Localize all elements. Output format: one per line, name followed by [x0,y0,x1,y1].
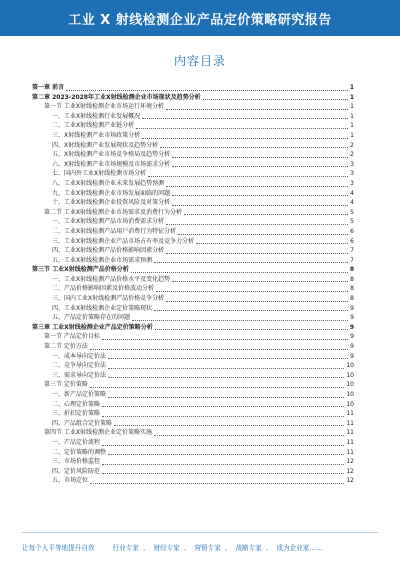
toc-entry[interactable] [32,265,354,275]
toc-entry-title: 四、工业X射线检测企业定价策略现状 [52,304,153,312]
toc-dot-leader [166,301,348,302]
toc-entry[interactable] [32,352,354,362]
toc-dot-leader [108,377,344,378]
toc-dot-leader [102,445,344,446]
toc-entry-title: 五、X射线检测产业市场竞争格局及趋势分析 [52,151,171,159]
toc-dot-leader [172,205,348,206]
toc-entry-title: 七、国内外工业X射线检测市场分析 [52,170,147,178]
toc-entry-page: 3 [350,170,354,178]
toc-entry-page: 1 [349,93,354,101]
toc-entry-page: 11 [346,448,354,456]
toc-dot-leader [142,118,348,119]
toc-entry-title: 十、工业X射线检测企业投资风险及对策分析 [52,199,171,207]
toc-entry[interactable] [32,390,354,400]
toc-entry[interactable] [32,237,354,247]
toc-entry-title: 九、工业X射线检测企业市场发展面临的问题 [52,189,171,197]
toc-dot-leader [102,339,348,340]
footer-separator: 、 [265,544,273,552]
toc-entry-page: 1 [350,131,354,139]
toc-entry-page: 11 [346,410,354,418]
toc-entry[interactable] [32,217,354,227]
toc-entry-title: 一、工业X射线检测行业发展概况 [52,112,141,120]
toc-entry-page: 7 [350,247,354,255]
toc-entry[interactable] [32,150,354,160]
toc-dot-leader [172,166,348,167]
toc-entry[interactable] [32,438,354,448]
toc-entry-page: 9 [350,343,354,351]
toc-entry-title: 五、市场定位 [52,477,89,485]
toc-entry[interactable] [32,93,354,103]
footer-item: 战略专家 [235,544,262,552]
toc-entry-title: 三、需求导向定价法 [52,371,107,379]
toc-dot-leader [132,320,348,321]
toc-entry-title: 第三节 定价策略 [44,381,88,389]
report-title: 工业 X 射线检测企业产品定价策略研究报告 [68,12,332,28]
toc-dot-leader [203,99,348,100]
toc-entry-page: 10 [346,391,354,398]
toc-heading: 内容目录 [173,54,226,68]
toc-entry-page: 4 [350,199,354,207]
toc-entry[interactable] [32,294,354,304]
toc-dot-leader [90,483,344,484]
toc-entry[interactable] [32,246,354,256]
toc-entry-page: 5 [350,218,354,226]
toc-entry[interactable] [32,102,354,112]
toc-entry-page: 1 [350,103,354,111]
toc-entry[interactable] [32,371,354,381]
toc-entry[interactable] [32,419,354,429]
toc-entry[interactable] [32,409,354,419]
toc-entry-page: 1 [350,122,354,130]
toc-entry-page: 8 [350,295,354,303]
toc-entry-page: 5 [350,208,354,216]
toc-entry-title: 第一节 产品定价目标 [44,333,100,341]
toc-entry[interactable] [32,332,354,342]
toc-entry-title: 二、工业X射线检测产品用户消费行为特征分析 [52,227,177,235]
toc-dot-leader [102,406,344,407]
toc-dot-leader [166,253,348,254]
footer-separator: 、 [224,544,232,552]
toc-entry-title: 一、工业X射线检测产品市场消费需求分析 [52,218,165,226]
toc-entry[interactable] [32,476,354,486]
footer-separator: 、 [142,544,150,552]
footer-item: 营销专家 [194,544,221,552]
toc-dot-leader [196,243,348,244]
toc-entry[interactable] [32,361,354,371]
toc-dot-leader [108,368,344,369]
toc-entry-title: 二、竞争导向定价法 [52,362,107,370]
toc-entry-page: 2 [350,141,354,149]
toc-dot-leader [154,435,344,436]
footer [22,538,378,556]
toc-entry[interactable] [32,198,354,208]
footer-item: 成为企业家…… [276,544,323,552]
toc-entry-title: 第一节 工业X射线检测企业市场运行环境分析 [44,103,165,111]
toc-entry-page: 6 [350,227,354,235]
report-header-banner [0,0,400,36]
toc-entry-title: 四、产品组合定价策略 [52,419,113,427]
toc-entry-page: 10 [346,362,354,370]
toc-entry-page: 7 [350,256,354,264]
toc-entry-title: 第二节 工业X射线检测企业市场需求及消费行为分析 [44,208,183,216]
toc-entry-page: 3 [350,160,354,168]
toc-dot-leader [66,90,348,91]
toc-entry-page: 12 [346,458,354,466]
footer-item: 行业专家 [112,544,139,552]
footer-divider [22,532,378,533]
toc-entry-title: 第二章 2023-2028年工业X射线检测企业市场现状及趋势分析 [32,93,201,101]
toc-entry[interactable] [32,189,354,199]
toc-entry-page: 9 [350,333,354,341]
toc-entry[interactable] [32,169,354,179]
toc-entry-title: 第四节 工业X射线检测企业定价策略实施 [44,429,153,437]
toc-dot-leader [108,397,344,398]
toc-dot-leader [90,349,348,350]
toc-entry-title: 第三章 工业X射线检测企业产品定价策略分析 [32,323,153,331]
toc-entry[interactable] [32,160,354,170]
toc-dot-leader [166,109,348,110]
toc-entry[interactable] [32,179,354,189]
table-of-contents [32,83,354,486]
toc-entry-page: 10 [346,400,354,408]
toc-entry-title: 五、产品定价策略存在的问题 [52,314,131,322]
toc-dot-leader [184,214,348,215]
toc-entry[interactable] [32,400,354,410]
toc-entry-page: 6 [350,237,354,245]
toc-entry-title: 五、工业X射线检测企业市场需求预测 [52,256,153,264]
toc-entry-title: 四、工业X射线检测产品价格影响因素分析 [52,247,165,255]
toc-dot-leader [148,176,348,177]
toc-dot-leader [172,195,348,196]
toc-dot-leader [178,234,348,235]
toc-entry-page: 3 [350,179,354,187]
toc-entry-title: 八、工业X射线检测企业未来发展趋势预测 [52,179,165,187]
toc-dot-leader [114,425,344,426]
toc-entry[interactable] [32,304,354,314]
toc-entry[interactable] [32,112,354,122]
toc-entry-page: 11 [346,429,354,437]
toc-entry[interactable] [32,131,354,141]
toc-dot-leader [172,157,348,158]
toc-entry-page: 10 [346,371,354,379]
toc-entry-title: 三、X射线检测产业市场政策分析 [52,131,141,139]
toc-dot-leader [108,358,348,359]
toc-dot-leader [155,329,348,330]
toc-entry-page: 1 [350,112,354,120]
toc-entry[interactable] [32,323,354,333]
toc-entry-page: 11 [346,438,354,446]
toc-entry-title: 一、新产品定价策略 [52,391,107,398]
toc-entry-title: 第一章 前言 [32,84,65,91]
toc-dot-leader [154,310,348,311]
toc-dot-leader [136,128,348,129]
footer-slogan: 让每个人平等地提升自我 [22,544,95,552]
toc-entry[interactable] [32,208,354,218]
toc-entry[interactable] [32,83,354,93]
toc-entry-title: 一、产品定价流程 [52,438,101,446]
toc-dot-leader [172,281,348,282]
toc-dot-leader [156,291,348,292]
toc-entry-page: 2 [350,151,354,159]
toc-entry-page: 1 [349,84,354,91]
toc-entry[interactable] [32,467,354,477]
toc-entry-title: 第二节 定价方法 [44,343,88,351]
toc-entry[interactable] [32,428,354,438]
toc-dot-leader [131,272,348,273]
toc-entry-page: 10 [346,381,354,389]
toc-entry-title: 六、X射线检测产业市场规模及市场需求分析 [52,160,171,168]
toc-entry[interactable] [32,275,354,285]
toc-entry-page: 12 [346,477,354,485]
toc-entry-title: 第三节 工业X射线检测产品价格分析 [32,266,129,274]
toc-dot-leader [108,454,344,455]
toc-dot-leader [102,464,344,465]
toc-dot-leader [102,416,344,417]
toc-entry[interactable] [32,380,354,390]
toc-entry-title: 三、市场价格监控 [52,458,101,466]
toc-entry-page: 9 [350,304,354,312]
toc-dot-leader [90,387,344,388]
toc-entry-page: 8 [349,266,354,274]
toc-entry[interactable] [32,284,354,294]
toc-entry[interactable] [32,342,354,352]
toc-dot-leader [154,262,348,263]
toc-dot-leader [166,224,348,225]
toc-entry[interactable] [32,141,354,151]
toc-entry[interactable] [32,227,354,237]
toc-entry-page: 8 [350,275,354,283]
toc-entry-page: 12 [346,467,354,475]
toc-entry-title: 四、X射线检测产业发展现状及趋势分析 [52,141,159,149]
toc-entry-title: 一、工业X射线检测产品价格水平及变化趋势 [52,275,171,283]
toc-entry-title: 三、折扣定价策略 [52,410,101,418]
toc-entry[interactable] [32,121,354,131]
toc-entry-title: 一、成本导向定价法 [52,352,107,360]
toc-entry-title: 三、工业X射线检测企业产品市场占有率及竞争力分析 [52,237,195,245]
toc-entry-title: 四、定价风险防范 [52,467,101,475]
toc-entry-title: 二、工业X射线检测产业链分析 [52,122,135,130]
toc-entry-title: 三、国内工业X射线检测产品价格竞争分析 [52,295,165,303]
toc-entry-page: 11 [346,419,354,427]
toc-entry[interactable] [32,313,354,323]
footer-item: 财经专家 [153,544,180,552]
toc-entry-page: 9 [349,323,354,331]
toc-dot-leader [166,186,348,187]
toc-entry-page: 9 [350,314,354,322]
toc-dot-leader [102,473,344,474]
toc-entry-title: 二、定价策略的调整 [52,448,107,456]
toc-entry-title: 二、心理定价策略 [52,400,101,408]
toc-dot-leader [160,147,348,148]
toc-dot-leader [142,138,348,139]
toc-entry[interactable] [32,448,354,458]
toc-entry[interactable] [32,457,354,467]
footer-separator: 、 [183,544,191,552]
toc-entry-page: 9 [350,352,354,360]
toc-entry-title: 二、产品价格影响因素及价格波动分析 [52,285,155,293]
toc-entry[interactable] [32,256,354,266]
toc-entry-page: 8 [350,285,354,293]
toc-entry-page: 4 [350,189,354,197]
